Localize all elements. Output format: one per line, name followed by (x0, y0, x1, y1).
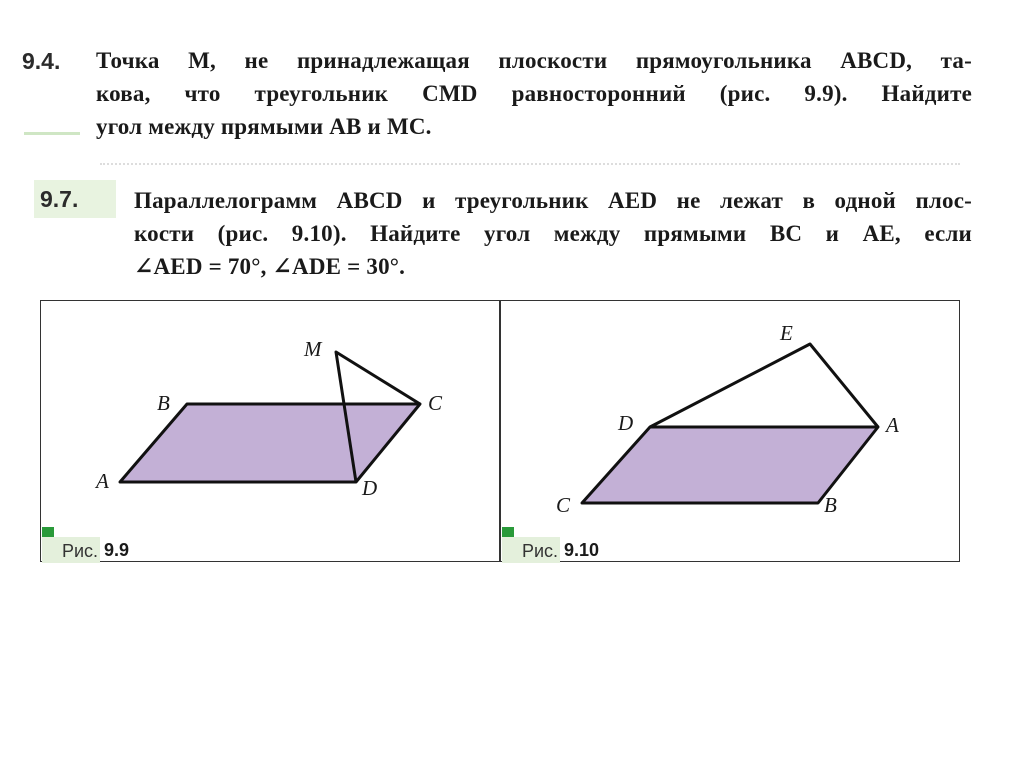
figure-caption-9-9 (42, 537, 100, 563)
rectangle-abcd (120, 404, 420, 482)
vertex-label-e: E (780, 321, 793, 345)
figure-9-10 (556, 321, 899, 517)
problem-text-line: ∠AED = 70°, ∠ADE = 30°. (134, 254, 406, 279)
figure-caption-9-10 (502, 537, 560, 563)
problem-text-line: Параллелограмм ABCD и треугольник AED не лежат в одной плос- (134, 188, 972, 213)
problem-text-line: Точка M, не принадлежащая плоскости прямоугольника ABCD, та- (96, 48, 972, 73)
problem-text-line: угол между прямыми AB и MC. (96, 114, 432, 139)
vertex-label-a: A (886, 413, 899, 437)
vertex-label-b: B (824, 493, 837, 517)
caption-number: 9.10 (564, 540, 600, 560)
caption-number: 9.9 (104, 540, 130, 560)
vertex-label-d: D (362, 476, 378, 500)
triangle-aed (650, 344, 878, 427)
vertex-label-c: C (556, 493, 571, 517)
parallelogram-abcd (582, 427, 878, 503)
caption-label: Рис. (522, 541, 559, 561)
problem-number: 9.4. (22, 48, 61, 74)
problem-text-line: кости (рис. 9.10). Найдите угол между прямыми BC и AE, если (134, 221, 972, 246)
vertex-label-b: B (157, 391, 170, 415)
figure-9-9 (94, 337, 443, 500)
vertex-label-a: A (96, 469, 109, 493)
vertex-label-c: C (428, 391, 443, 415)
vertex-label-d: D (618, 411, 634, 435)
problem-number: 9.7. (40, 186, 79, 212)
problem-text-line: кова, что треугольник CMD равносторонний (рис. 9.9). Найдите (96, 81, 972, 106)
caption-label: Рис. (62, 541, 99, 561)
vertex-label-m: M (304, 337, 322, 361)
